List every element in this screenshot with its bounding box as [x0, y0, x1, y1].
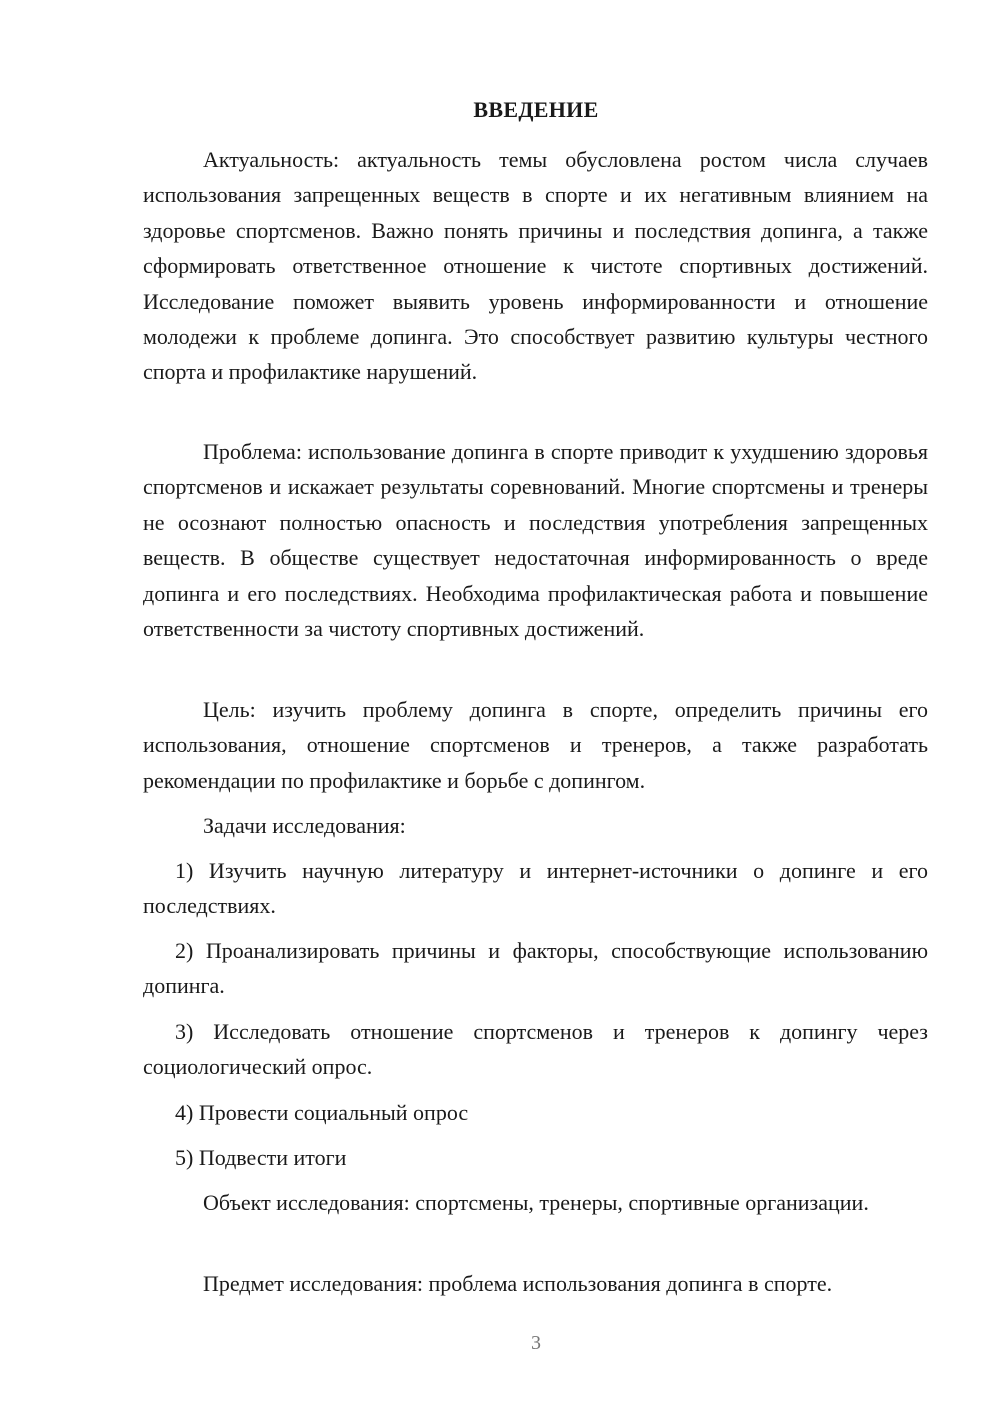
page-number: 3: [531, 1332, 541, 1354]
task-item-5: 5) Подвести итоги: [175, 1145, 347, 1170]
paragraph-problem: Проблема: использование допинга в спорте приводит к ухудшению здоровья спортсменов и искажает результаты соревнований. Многие спортсмены и тренеры не осознают полностью опасность и последствия употребления запрещенных веществ. В обществе существует недостаточная информированность о вреде допинга и его последствиях. Необходима профилактическая работа и повышение ответственности за чистоту спортивных достижений.: [143, 439, 928, 642]
paragraph-relevance: Актуальность: актуальность темы обусловлена ростом числа случаев использования запрещенных веществ в спорте и их негативным влиянием на здоровье спортсменов. Важно понять причины и последствия допинга, а также сформировать ответственное отношение к чистоте спортивных достижений. Исследование поможет выявить уровень информированности и отношение молодежи к проблеме допинга. Это способствует развитию культуры честного спорта и профилактике нарушений.: [143, 147, 928, 385]
paragraph-object: Объект исследования: спортсмены, тренеры, спортивные организации.: [203, 1190, 869, 1215]
task-item-2: 2) Проанализировать причины и факторы, способствующие использованию допинга.: [143, 938, 928, 999]
page-title: ВВЕДЕНИЕ: [473, 97, 599, 122]
paragraph-subject: Предмет исследования: проблема использования допинга в спорте.: [203, 1271, 833, 1296]
tasks-heading: Задачи исследования:: [203, 813, 406, 838]
task-item-1: 1) Изучить научную литературу и интернет-источники о допинге и его последствиях.: [143, 858, 928, 919]
task-item-3: 3) Исследовать отношение спортсменов и тренеров к допингу через социологический опрос.: [143, 1019, 928, 1080]
paragraph-goal: Цель: изучить проблему допинга в спорте, определить причины его использования, отношение спортсменов и тренеров, а также разработать рекомендации по профилактике и борьбе с допингом.: [143, 697, 928, 793]
task-item-4: 4) Провести социальный опрос: [175, 1100, 469, 1125]
